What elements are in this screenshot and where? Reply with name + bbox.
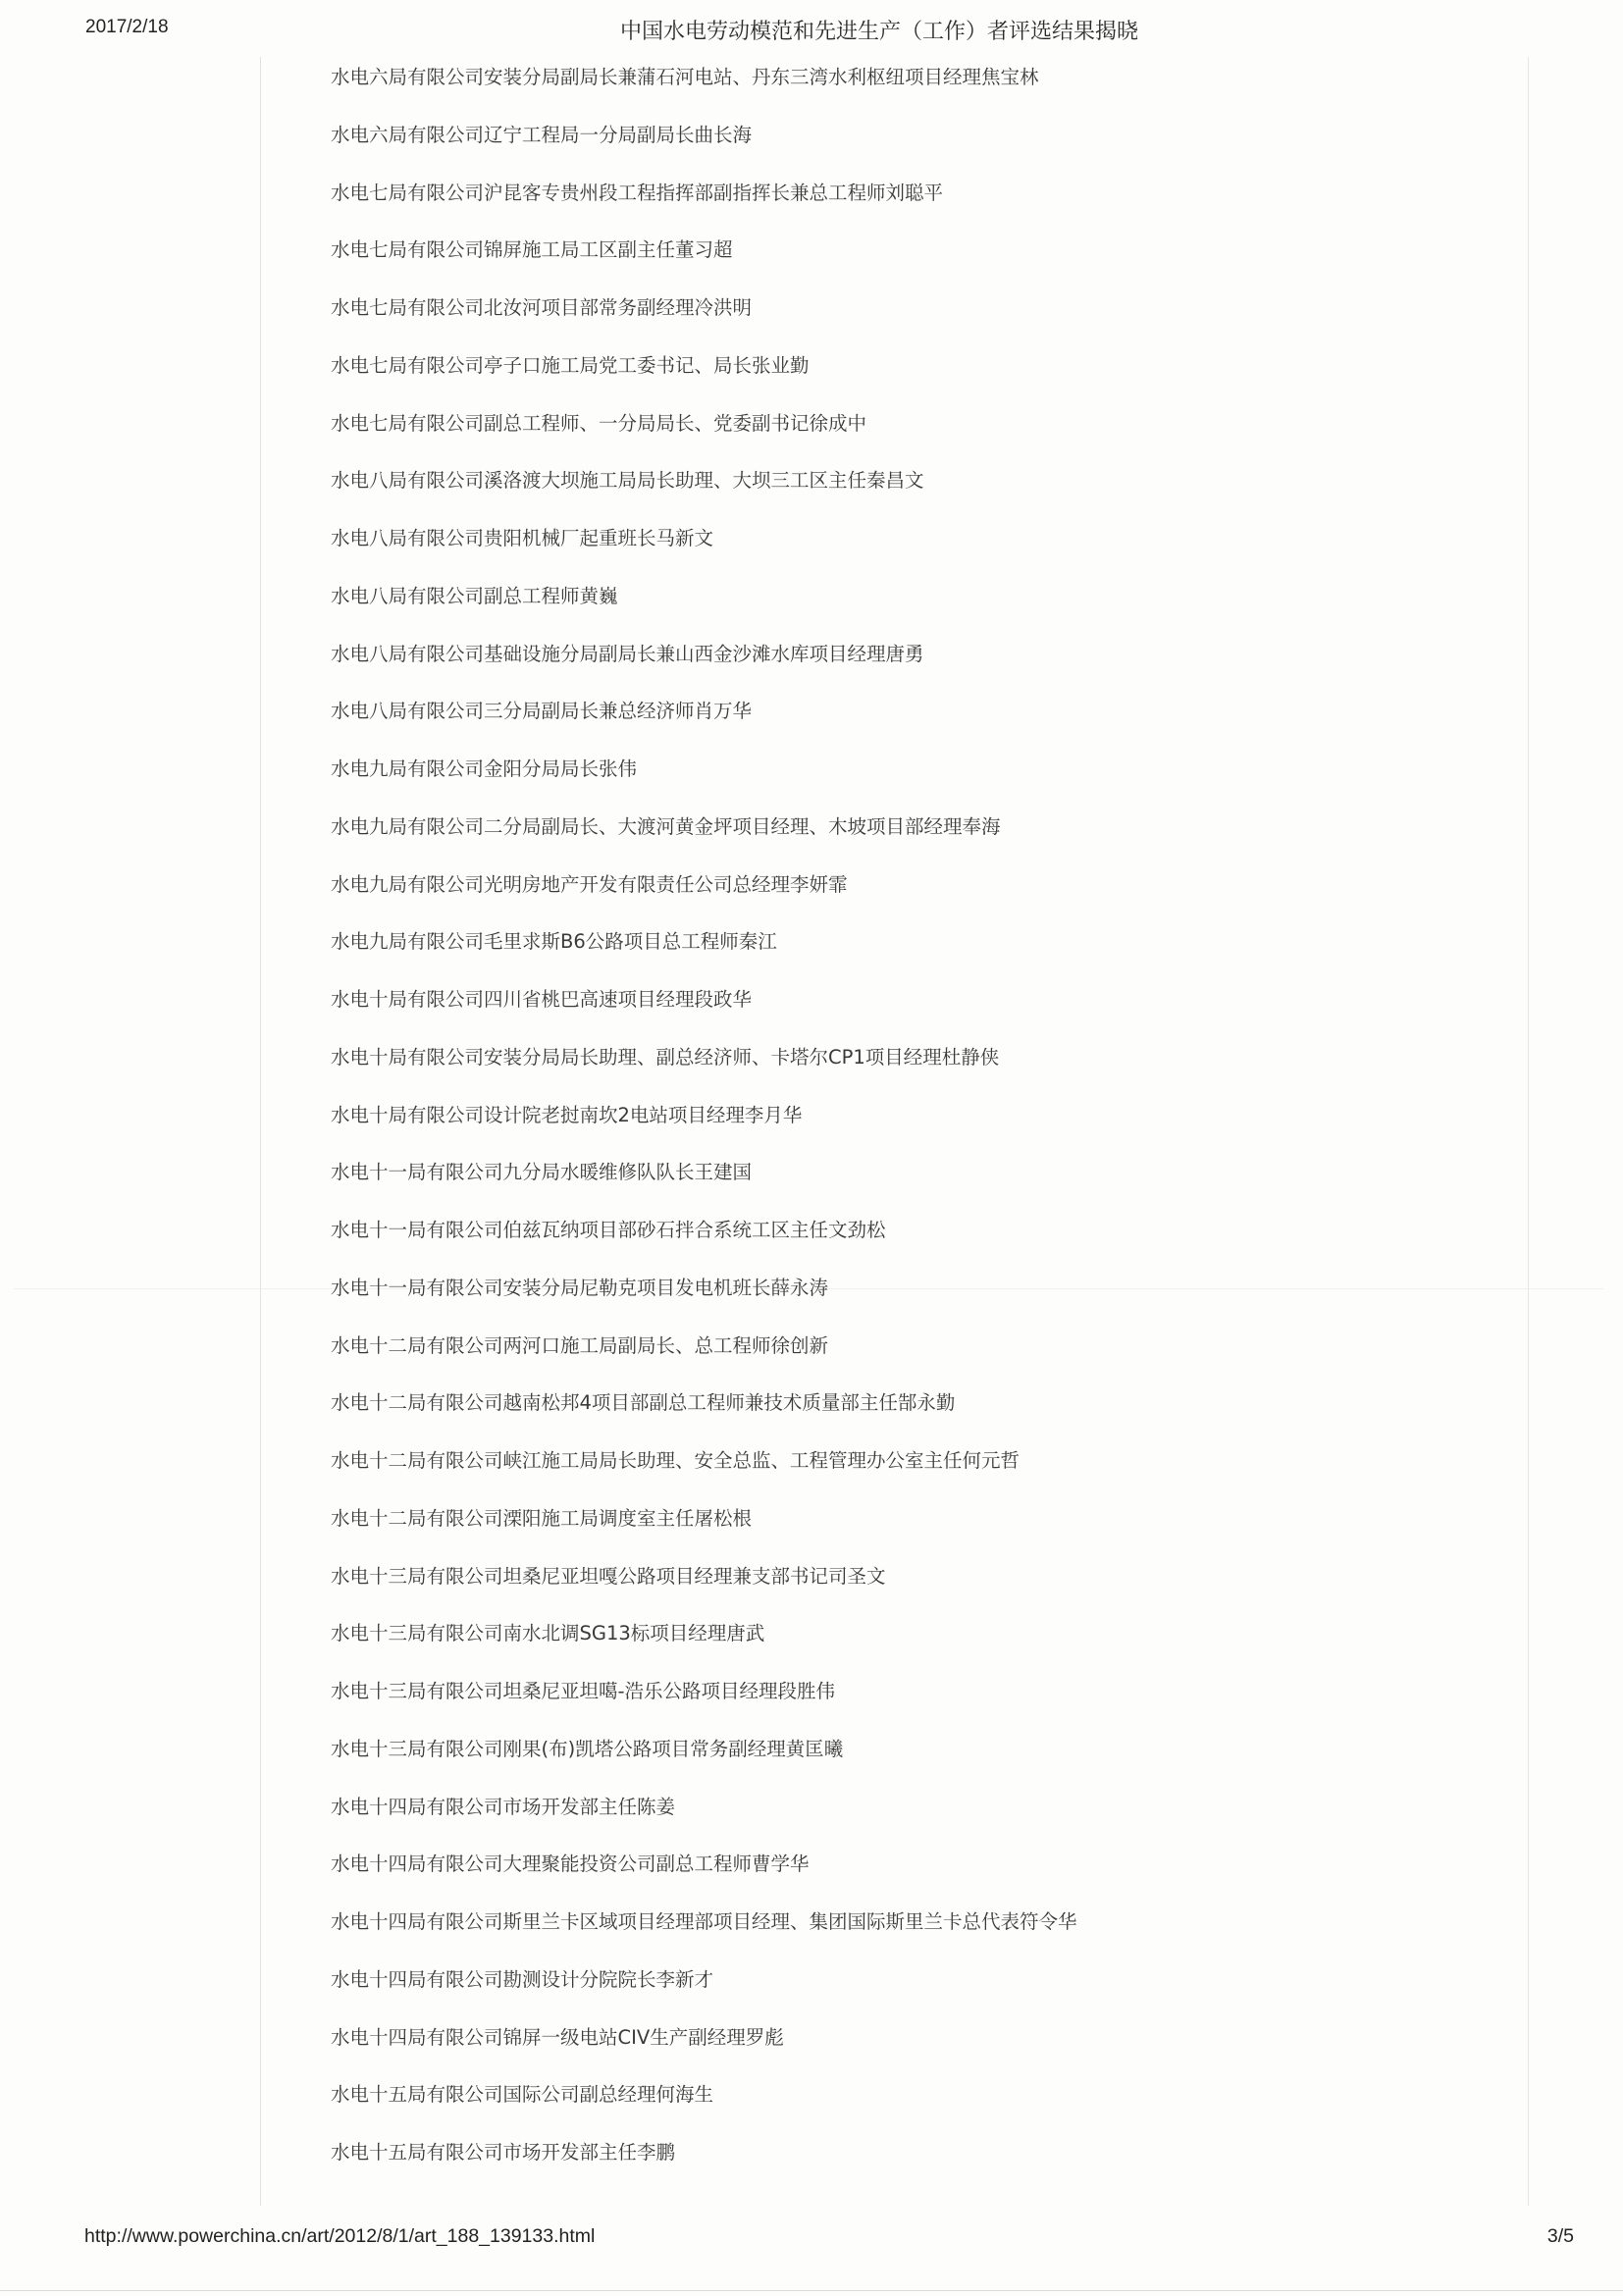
honoree-list — [331, 49, 1508, 2182]
list-item: 水电九局有限公司二分局副局长、大渡河黄金坪项目经理、木坡项目部经理奉海 — [331, 814, 1001, 838]
list-item: 水电十四局有限公司市场开发部主任陈姜 — [331, 1795, 676, 1818]
list-item: 水电七局有限公司亭子口施工局党工委书记、局长张业勤 — [331, 353, 810, 377]
list-item: 水电十二局有限公司两河口施工局副局长、总工程师徐创新 — [331, 1333, 829, 1357]
list-item: 水电九局有限公司光明房地产开发有限责任公司总经理李妍霏 — [331, 872, 848, 896]
list-item: 水电六局有限公司辽宁工程局一分局副局长曲长海 — [331, 123, 753, 146]
list-item: 水电七局有限公司北汝河项目部常务副经理冷洪明 — [331, 296, 753, 319]
list-item: 水电十四局有限公司大理聚能投资公司副总工程师曹学华 — [331, 1852, 810, 1876]
list-item: 水电十四局有限公司斯里兰卡区域项目经理部项目经理、集团国际斯里兰卡总代表符令华 — [331, 1910, 1077, 1933]
list-item: 水电八局有限公司副总工程师黄巍 — [331, 584, 618, 607]
list-item: 水电六局有限公司安装分局副局长兼蒲石河电站、丹东三湾水利枢纽项目经理焦宝林 — [331, 66, 1039, 88]
list-item: 水电十一局有限公司安装分局尼勒克项目发电机班长薛永涛 — [331, 1276, 829, 1299]
list-item: 水电十局有限公司四川省桃巴高速项目经理段政华 — [331, 988, 753, 1011]
list-item: 水电十三局有限公司刚果(布)凯塔公路项目常务副经理黄匡曦 — [331, 1737, 844, 1760]
list-item: 水电十一局有限公司九分局水暖维修队队长王建国 — [331, 1161, 753, 1184]
page-title: 中国水电劳动模范和先进生产（工作）者评选结果揭晓 — [620, 19, 1139, 43]
list-item: 水电十局有限公司设计院老挝南坎2电站项目经理李月华 — [331, 1103, 803, 1126]
list-item: 水电十四局有限公司锦屏一级电站CIV生产副经理罗彪 — [331, 2025, 784, 2049]
list-item: 水电十三局有限公司南水北调SG13标项目经理唐武 — [331, 1622, 765, 1645]
list-item: 水电十三局有限公司坦桑尼亚坦嘎公路项目经理兼支部书记司圣文 — [331, 1564, 886, 1588]
list-item: 水电八局有限公司三分局副局长兼总经济师肖万华 — [331, 700, 753, 723]
list-item: 水电十二局有限公司溧阳施工局调度室主任屠松根 — [331, 1506, 753, 1530]
list-item: 水电十一局有限公司伯兹瓦纳项目部砂石拌合系统工区主任文劲松 — [331, 1219, 886, 1241]
list-item: 水电九局有限公司金阳分局局长张伟 — [331, 757, 638, 780]
list-item: 水电七局有限公司副总工程师、一分局局长、党委副书记徐成中 — [331, 411, 867, 435]
list-item: 水电十二局有限公司峡江施工局局长助理、安全总监、工程管理办公室主任何元哲 — [331, 1449, 1021, 1472]
list-item: 水电九局有限公司毛里求斯B6公路项目总工程师秦江 — [331, 930, 777, 954]
footer-url: http://www.powerchina.cn/art/2012/8/1/art_188_139133.html — [84, 2225, 596, 2247]
list-item: 水电八局有限公司贵阳机械厂起重班长马新文 — [331, 527, 714, 549]
list-item: 水电十五局有限公司市场开发部主任李鹏 — [331, 2141, 676, 2164]
list-item: 水电十局有限公司安装分局局长助理、副总经济师、卡塔尔CP1项目经理杜静侠 — [331, 1045, 1000, 1069]
list-item: 水电十五局有限公司国际公司副总经理何海生 — [331, 2083, 714, 2107]
list-item: 水电八局有限公司溪洛渡大坝施工局局长助理、大坝三工区主任秦昌文 — [331, 469, 924, 493]
content-border-right — [1528, 57, 1529, 2206]
list-item: 水电七局有限公司锦屏施工局工区副主任董习超 — [331, 238, 733, 262]
list-item: 水电七局有限公司沪昆客专贵州段工程指挥部副指挥长兼总工程师刘聪平 — [331, 181, 944, 204]
list-item: 水电十二局有限公司越南松邦4项目部副总工程师兼技术质量部主任郜永勤 — [331, 1391, 956, 1415]
bottom-divider — [0, 2290, 1623, 2291]
list-item: 水电八局有限公司基础设施分局副局长兼山西金沙滩水库项目经理唐勇 — [331, 642, 924, 665]
content-border-left — [260, 57, 261, 2206]
list-item: 水电十四局有限公司勘测设计分院院长李新才 — [331, 1967, 714, 1991]
page-number: 3/5 — [1546, 2225, 1574, 2247]
list-item: 水电十三局有限公司坦桑尼亚坦噶-浩乐公路项目经理段胜伟 — [331, 1680, 836, 1702]
print-date: 2017/2/18 — [85, 17, 169, 37]
